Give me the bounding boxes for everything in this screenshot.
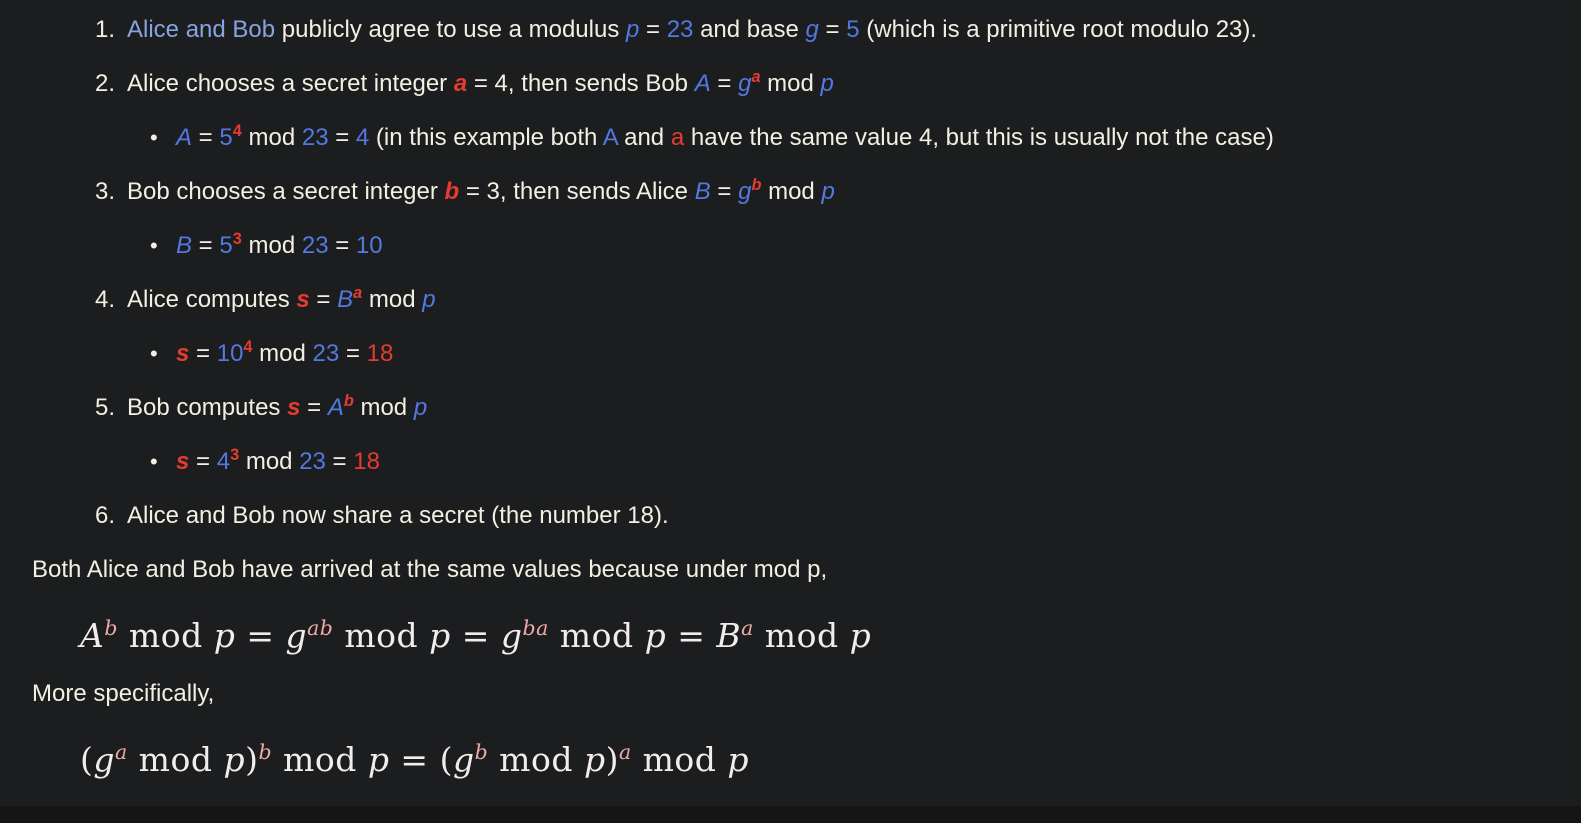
text-segment: B <box>176 232 193 259</box>
text-segment: mod <box>241 232 302 259</box>
text-segment: A <box>327 394 344 421</box>
text-segment: 4 <box>243 338 253 356</box>
text-segment: and base <box>693 16 806 43</box>
text-segment: g <box>805 16 819 43</box>
text-segment: b <box>343 392 354 410</box>
text-segment: = <box>639 16 667 43</box>
content-divider <box>0 806 1581 823</box>
text-segment: Alice chooses a secret integer <box>127 70 454 97</box>
text-segment: = <box>189 448 217 475</box>
text-segment: ab <box>307 616 334 640</box>
text-segment: 10 <box>355 232 383 259</box>
text-segment: A <box>602 124 618 151</box>
text-segment: = <box>300 394 328 421</box>
text-segment: publicly agree to use a modulus <box>275 16 626 43</box>
text-segment: 3 <box>232 230 242 248</box>
list-number: 5. <box>95 394 116 421</box>
text-segment: 18 <box>353 448 380 475</box>
text-segment: = <box>710 70 739 97</box>
text-segment: = <box>235 616 286 655</box>
text-segment: mod <box>353 394 414 421</box>
text-segment: Alice computes <box>127 286 297 313</box>
text-segment: mod <box>761 178 822 205</box>
bullet-icon: • <box>150 233 158 258</box>
text-segment: a <box>453 70 468 97</box>
text-segment: = ( <box>389 740 453 779</box>
text-segment: b <box>751 176 762 194</box>
text-segment: B <box>337 286 354 313</box>
text-segment: a <box>353 284 363 302</box>
text-segment: g <box>93 740 115 779</box>
text-segment: mod <box>362 286 423 313</box>
list-number: 2. <box>95 70 116 97</box>
text-segment: mod <box>760 70 821 97</box>
text-segment: g <box>452 740 475 779</box>
text-segment: A <box>80 616 105 655</box>
bullet-icon: • <box>150 125 158 150</box>
text-segment: B <box>716 616 742 655</box>
text-segment: s <box>176 340 190 367</box>
text-segment: = <box>328 232 356 259</box>
text-segment: p <box>213 616 236 655</box>
text-segment: mod <box>252 340 313 367</box>
text-segment: a <box>741 616 754 640</box>
text-segment: = <box>666 616 717 655</box>
list-number: 3. <box>95 178 116 205</box>
text-segment: have the same value 4, but this is usually not the case) <box>684 124 1274 151</box>
text-segment: a <box>670 124 685 151</box>
text-segment: 3 <box>230 446 240 464</box>
text-segment: 18 <box>366 340 394 367</box>
text-segment: a <box>751 68 761 86</box>
text-segment: p <box>429 616 451 655</box>
text-segment: 10 <box>216 340 244 367</box>
text-segment: p <box>820 70 834 97</box>
text-segment: g <box>738 178 752 205</box>
text-segment: A <box>694 70 711 97</box>
text-segment: mod <box>548 616 645 655</box>
paragraph <box>32 552 1565 588</box>
list-number: 6. <box>95 502 116 529</box>
text-segment: p <box>821 178 835 205</box>
bullet-icon: • <box>150 341 158 366</box>
list-item-step <box>95 282 1565 318</box>
text-segment: p <box>422 286 436 313</box>
text-segment: ba <box>522 616 549 640</box>
list-item-step <box>95 390 1565 426</box>
text-segment: Alice and Bob now share a secret (the number 18). <box>127 502 669 529</box>
list-item-bullet <box>150 444 1565 480</box>
text-segment: = <box>189 340 217 367</box>
text-segment: 23 <box>301 232 329 259</box>
text-segment: g <box>285 616 308 655</box>
list-item-step <box>95 12 1565 48</box>
text-segment: s <box>176 448 190 475</box>
list-number: 1. <box>95 16 116 43</box>
text-segment: 23 <box>299 448 326 475</box>
math-formula <box>80 612 1565 660</box>
text-segment: p <box>625 16 640 43</box>
text-segment: Bob computes <box>127 394 288 421</box>
list-item-step <box>95 174 1565 210</box>
text-segment: ) <box>245 740 259 779</box>
text-segment: mod <box>488 740 584 779</box>
text-segment: = <box>192 124 220 151</box>
text-segment: = <box>450 616 501 655</box>
text-segment: = <box>328 124 356 151</box>
text-segment: p <box>727 740 750 779</box>
text-segment: b <box>104 616 118 640</box>
text-segment: p <box>644 616 667 655</box>
text-segment: 4 <box>232 122 242 140</box>
text-segment: Bob chooses a secret integer <box>127 178 445 205</box>
text-segment: = 3, then sends Alice <box>459 178 695 205</box>
text-segment: = <box>192 232 220 259</box>
text-segment: b <box>258 740 273 764</box>
text-segment: = <box>818 16 847 43</box>
text-segment: b <box>444 178 460 205</box>
text-segment: 23 <box>666 16 694 43</box>
text-segment: mod <box>753 616 850 655</box>
text-segment: = <box>325 448 354 475</box>
text-segment: 4 <box>355 124 370 151</box>
text-segment: = <box>710 178 739 205</box>
text-segment: g <box>738 70 752 97</box>
text-segment: = <box>339 340 367 367</box>
text-segment: mod <box>127 740 224 779</box>
text-segment: p <box>583 740 606 779</box>
text-segment: mod <box>272 740 368 779</box>
text-segment: s <box>296 286 310 313</box>
text-segment: 23 <box>312 340 340 367</box>
text-segment: mod <box>239 448 300 475</box>
text-segment: mod <box>333 616 430 655</box>
text-segment: ( <box>80 740 94 779</box>
text-segment: (which is a primitive root modulo 23). <box>859 16 1258 43</box>
text-segment: More specifically, <box>32 680 215 707</box>
text-segment: (in this example both <box>369 124 603 151</box>
math-formula <box>80 736 1565 784</box>
text-segment: a <box>115 740 128 764</box>
text-segment: 4 <box>216 448 231 475</box>
bullet-icon: • <box>150 449 158 474</box>
text-segment: p <box>413 394 428 421</box>
text-segment: p <box>849 616 872 655</box>
list-item-step <box>95 498 1565 534</box>
text-segment: 5 <box>846 16 860 43</box>
text-segment: = 4, then sends Bob <box>467 70 695 97</box>
paragraph <box>32 676 1565 712</box>
text-segment: mod <box>631 740 728 779</box>
text-segment: b <box>474 740 489 764</box>
text-segment: and <box>617 124 671 151</box>
text-segment: B <box>694 178 711 205</box>
text-segment: p <box>223 740 246 779</box>
text-segment: = <box>309 286 338 313</box>
text-segment: Both Alice and Bob have arrived at the same values because under mod p, <box>32 556 828 583</box>
text-segment: ) <box>605 740 619 779</box>
text-segment: mod <box>117 616 214 655</box>
text-segment: p <box>367 740 390 779</box>
text-segment: a <box>618 740 632 764</box>
list-item-bullet <box>150 120 1565 156</box>
text-segment: g <box>500 616 523 655</box>
wiki-link[interactable]: Alice and Bob <box>127 16 276 43</box>
list-item-step <box>95 66 1565 102</box>
text-segment: mod <box>241 124 302 151</box>
list-number: 4. <box>95 286 116 313</box>
text-segment: 5 <box>219 124 233 151</box>
text-segment: 5 <box>219 232 233 259</box>
text-segment: s <box>287 394 301 421</box>
list-item-bullet <box>150 228 1565 264</box>
list-item-bullet <box>150 336 1565 372</box>
text-segment: A <box>176 124 193 151</box>
text-segment: 23 <box>301 124 329 151</box>
